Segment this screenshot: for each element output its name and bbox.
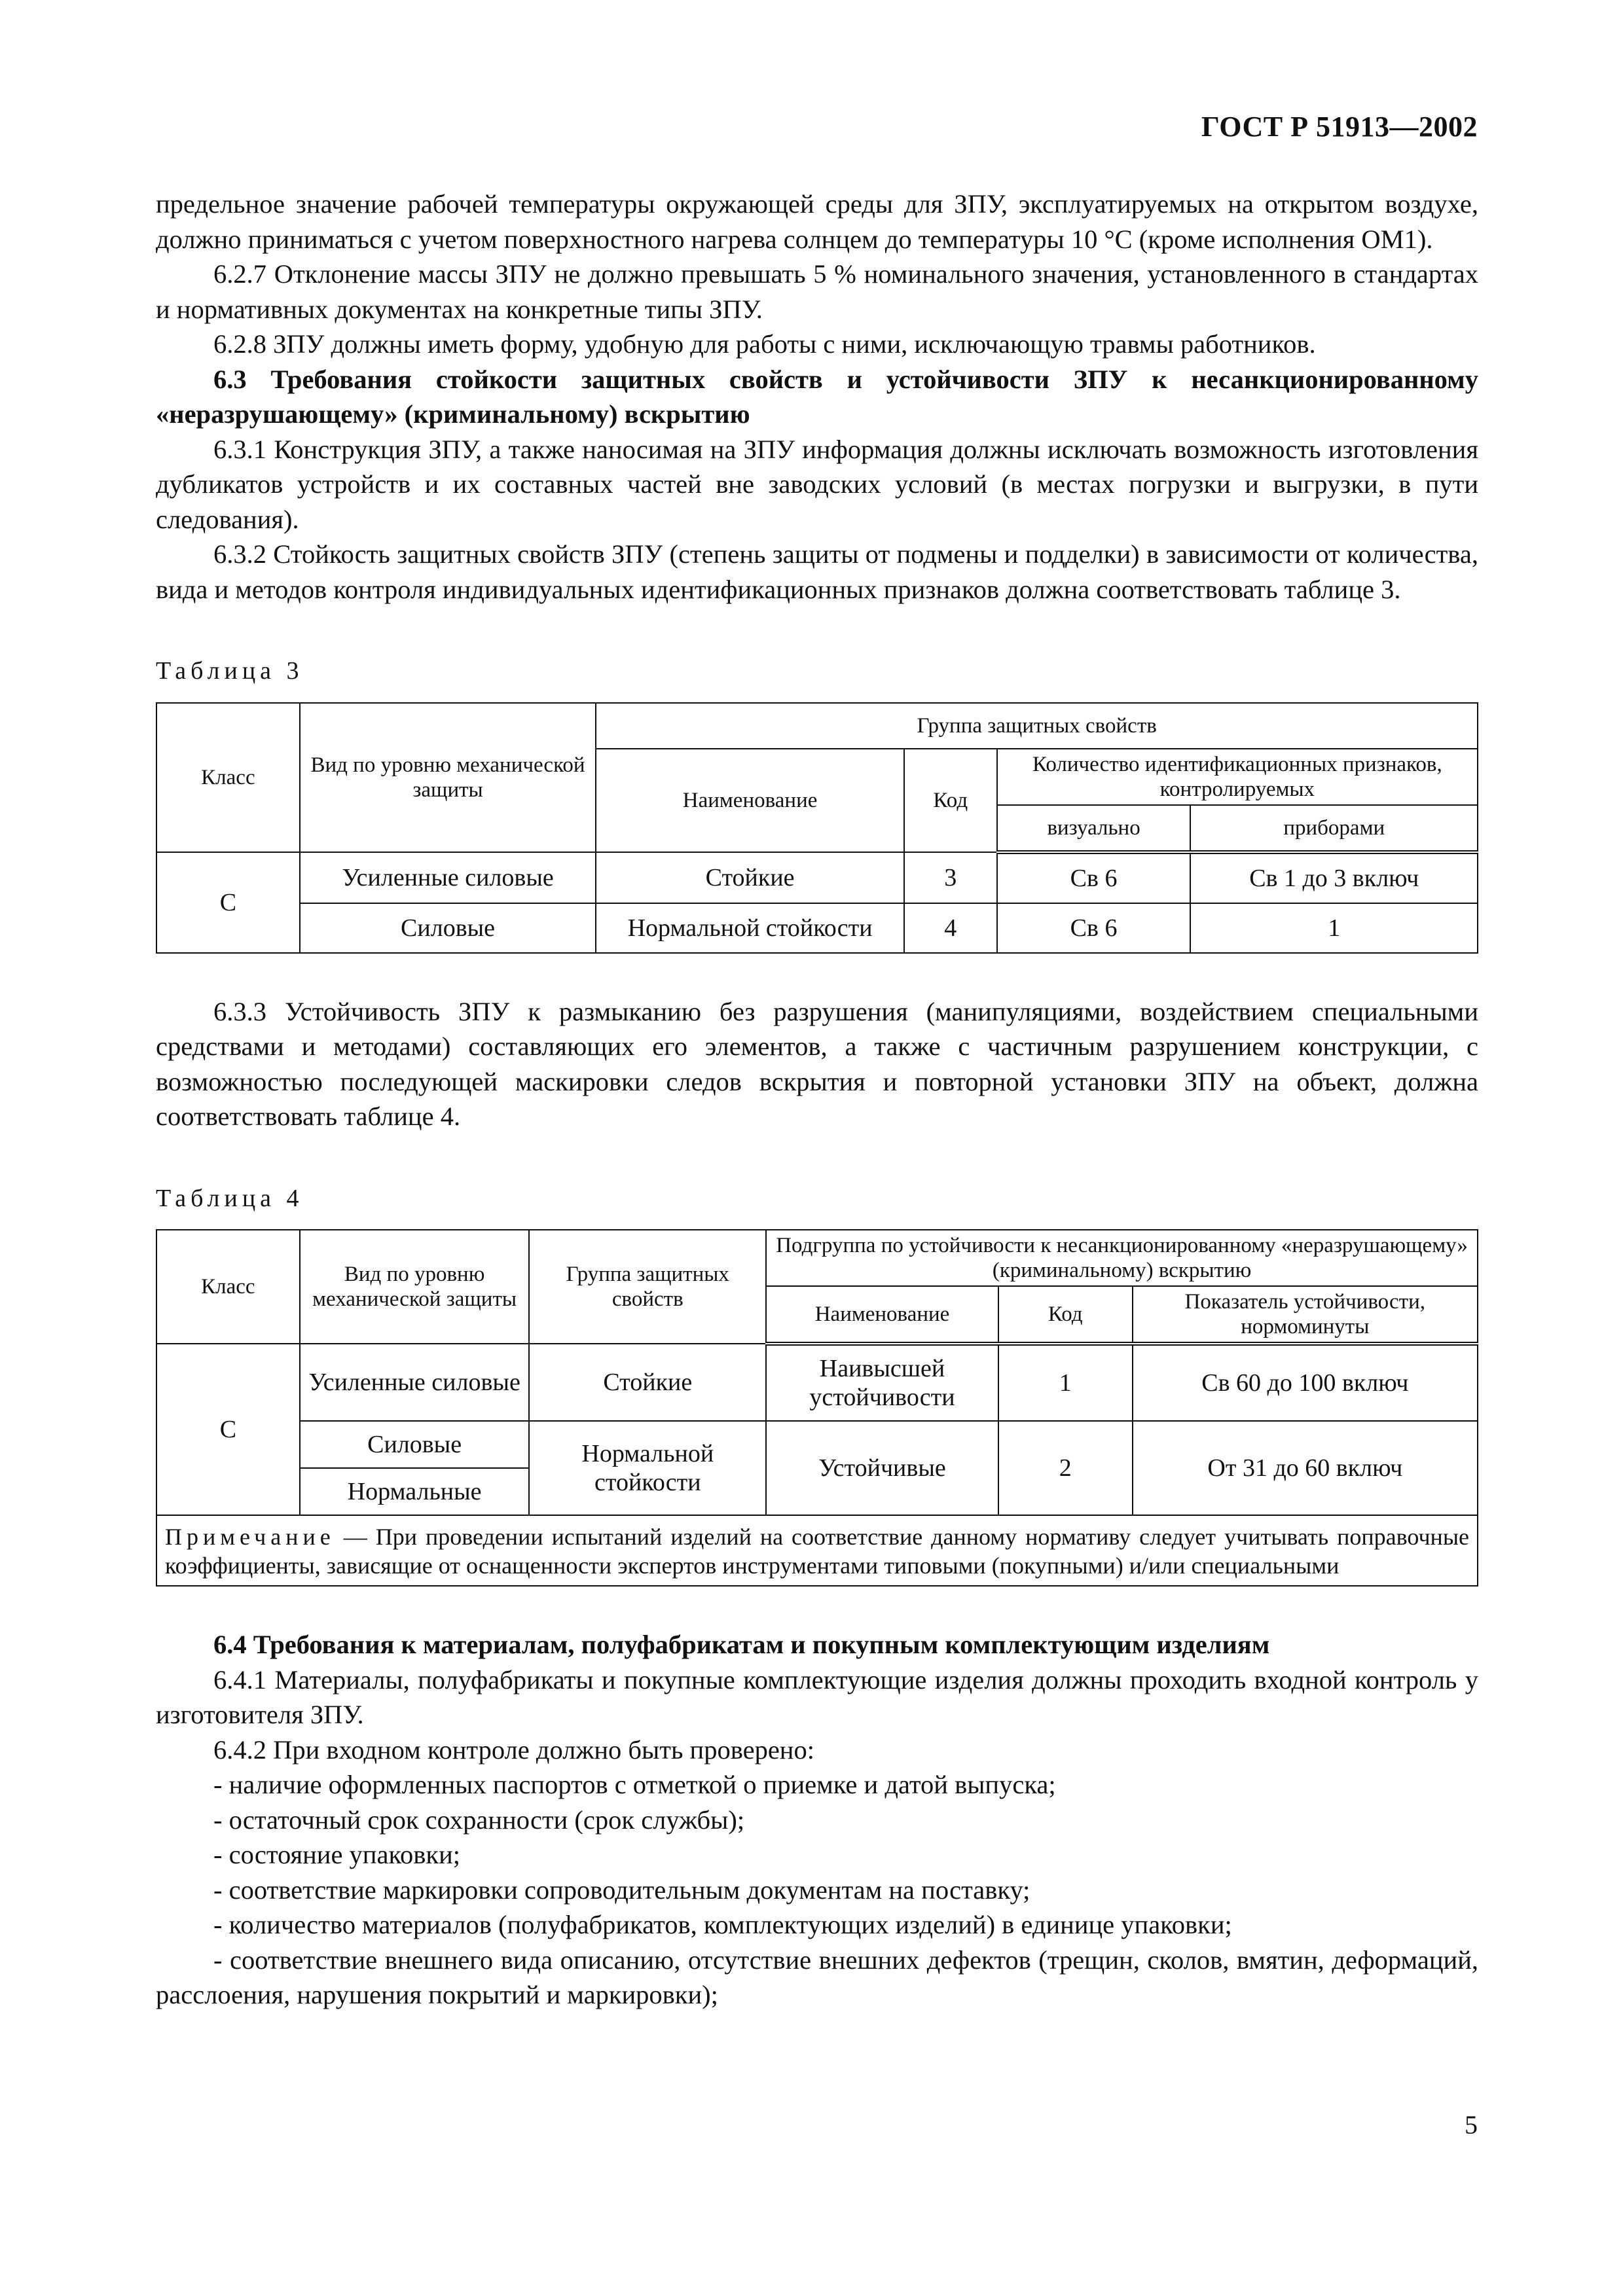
table-cell: Стойкие [529,1344,766,1421]
table-3-header-devices: приборами [1190,805,1478,852]
list-item: - состояние упаковки; [213,1840,461,1869]
table-3-header-visual: визуально [997,805,1191,852]
list-item: - наличие оформленных паспортов с отметкой о приемке и датой выпуска; [213,1770,1056,1799]
list-item: - количество материалов (полуфабрикатов, комплектующих изделий) в единице упаковки; [213,1910,1232,1939]
table-cell: От 31 до 60 включ [1133,1421,1478,1515]
table-cell: Нормальной стойкости [529,1421,766,1515]
table-cell: Нормальные [300,1468,530,1515]
section-heading-6-3: 6.3 Требования стойкости защитных свойств и устойчивости ЗПУ к несанкционированному «неразрушающему» (криминальному) вскрытию [156,364,1478,429]
document-code: ГОСТ Р 51913—2002 [1201,111,1478,143]
table-4-header-name: Наименование [766,1286,998,1344]
table-cell: 2 [998,1421,1133,1515]
paragraph-6-3-2: 6.3.2 Стойкость защитных свойств ЗПУ (степень защиты от подмены и подделки) в зависимости от количества, вида и методов контроля индивидуальных идентификационных признаков должна соответствовать таблице 3. [156,539,1478,604]
table-3-header-count: Количество идентификационных признаков, контролируемых [997,749,1478,805]
table-4-header-kind: Вид по уровню механической защиты [300,1230,530,1344]
list-item: - остаточный срок сохранности (срок службы); [213,1804,745,1835]
table-cell: 1 [1190,903,1478,953]
table-3-class-cell: С [156,852,300,953]
section-heading-6-4: 6.4 Требования к материалам, полуфабрикатам и покупным комплектующим изделиям [213,1630,1270,1659]
list-item: - соответствие маркировки сопроводительным документам на поставку; [213,1874,1030,1905]
paragraph-6-3-1: 6.3.1 Конструкция ЗПУ, а также наносимая на ЗПУ информация должны исключать возможность изготовления дубликатов устройств и их составных частей вне заводских условий (в местах погрузки и выгрузки, в пути следования). [156,434,1478,534]
table-cell: Силовые [300,1421,530,1468]
table-row [156,1344,1478,1421]
table-3-caption: Таблица 3 [156,657,304,685]
table-4-header-group: Группа защитных свойств [529,1230,766,1344]
table-4 [156,1229,1478,1587]
table-row [156,852,1478,903]
table-cell: Св 60 до 100 включ [1133,1344,1478,1421]
table-4-caption: Таблица 4 [156,1184,304,1212]
table-note-row [156,1515,1478,1586]
table-4-header-code: Код [998,1286,1133,1344]
table-3-header-code: Код [904,749,997,852]
page-number: 5 [1465,2110,1478,2140]
table-row [156,1421,1478,1468]
table-cell: 1 [998,1344,1133,1421]
table-4-header-subgroup: Подгруппа по устойчивости к несанкционированному «неразрушающему» (криминальному) вскрытию [766,1230,1478,1286]
table-cell: Стойкие [596,852,904,903]
table-cell: Наивысшей устойчивости [766,1344,998,1421]
paragraph-6-4-1: 6.4.1 Материалы, полуфабрикаты и покупные комплектующие изделия должны проходить входной контроль у изготовителя ЗПУ. [156,1664,1478,1729]
table-3-header-kind: Вид по уровню механической защиты [300,703,596,852]
table-cell: Усиленные силовые [300,852,596,903]
table-4-note [156,1515,1478,1586]
table-4-header-index: Показатель устойчивости, нормоминуты [1133,1286,1478,1344]
table-cell: 3 [904,852,997,903]
table-cell: Устойчивые [766,1421,998,1515]
list-item: - соответствие внешнего вида описанию, отсутствие внешних дефектов (трещин, сколов, вмятин, деформаций, расслоения, нарушения покрытий и маркировки); [156,1945,1478,2009]
table-4-class-cell: С [156,1344,300,1515]
paragraph-continuation: предельное значение рабочей температуры окружающей среды для ЗПУ, эксплуатируемых на открытом воздухе, должно приниматься с учетом поверхностного нагрева солнцем до температуры 10 °С (кроме исполнения ОМ1). [156,189,1478,254]
table-cell: 4 [904,903,997,953]
table-3-header-name: Наименование [596,749,904,852]
paragraph-6-2-7: 6.2.7 Отклонение массы ЗПУ не должно превышать 5 % номинального значения, установленного в стандартах и нормативных документах на конкретные типы ЗПУ. [156,259,1478,324]
paragraph-6-3-3: 6.3.3 Устойчивость ЗПУ к размыканию без разрушения (манипуляциями, воздействием специальными средствами и методами) составляющих его элементов, а также с частичным разрушением конструкции, с возможностью последующей маскировки следов вскрытия и повторной установки ЗПУ на объект, должна соответствовать таблице 4. [156,996,1478,1131]
note-text: — При проведении испытаний изделий на соответствие данному нормативу следует учитывать поправочные коэффициенты, зависящие от оснащенности экспертов инструментами типовыми (покупными) и/или специальными [165,1524,1469,1579]
paragraph-6-4-2: 6.4.2 При входном контроле должно быть проверено: [213,1734,814,1765]
page-body [156,187,1478,2013]
table-cell: Св 6 [997,903,1191,953]
table-cell: Св 6 [997,852,1191,903]
table-cell: Св 1 до 3 включ [1190,852,1478,903]
table-3 [156,702,1478,954]
table-cell: Усиленные силовые [300,1344,530,1421]
table-cell: Нормальной стойкости [596,903,904,953]
table-3-header-class: Класс [156,703,300,852]
table-row [156,903,1478,953]
table-cell: Силовые [300,903,596,953]
paragraph-6-2-8: 6.2.8 ЗПУ должны иметь форму, удобную для работы с ними, исключающую травмы работников. [213,329,1316,359]
table-3-header-group: Группа защитных свойств [596,703,1478,749]
table-4-header-class: Класс [156,1230,300,1344]
note-label: Примечание [165,1524,335,1550]
